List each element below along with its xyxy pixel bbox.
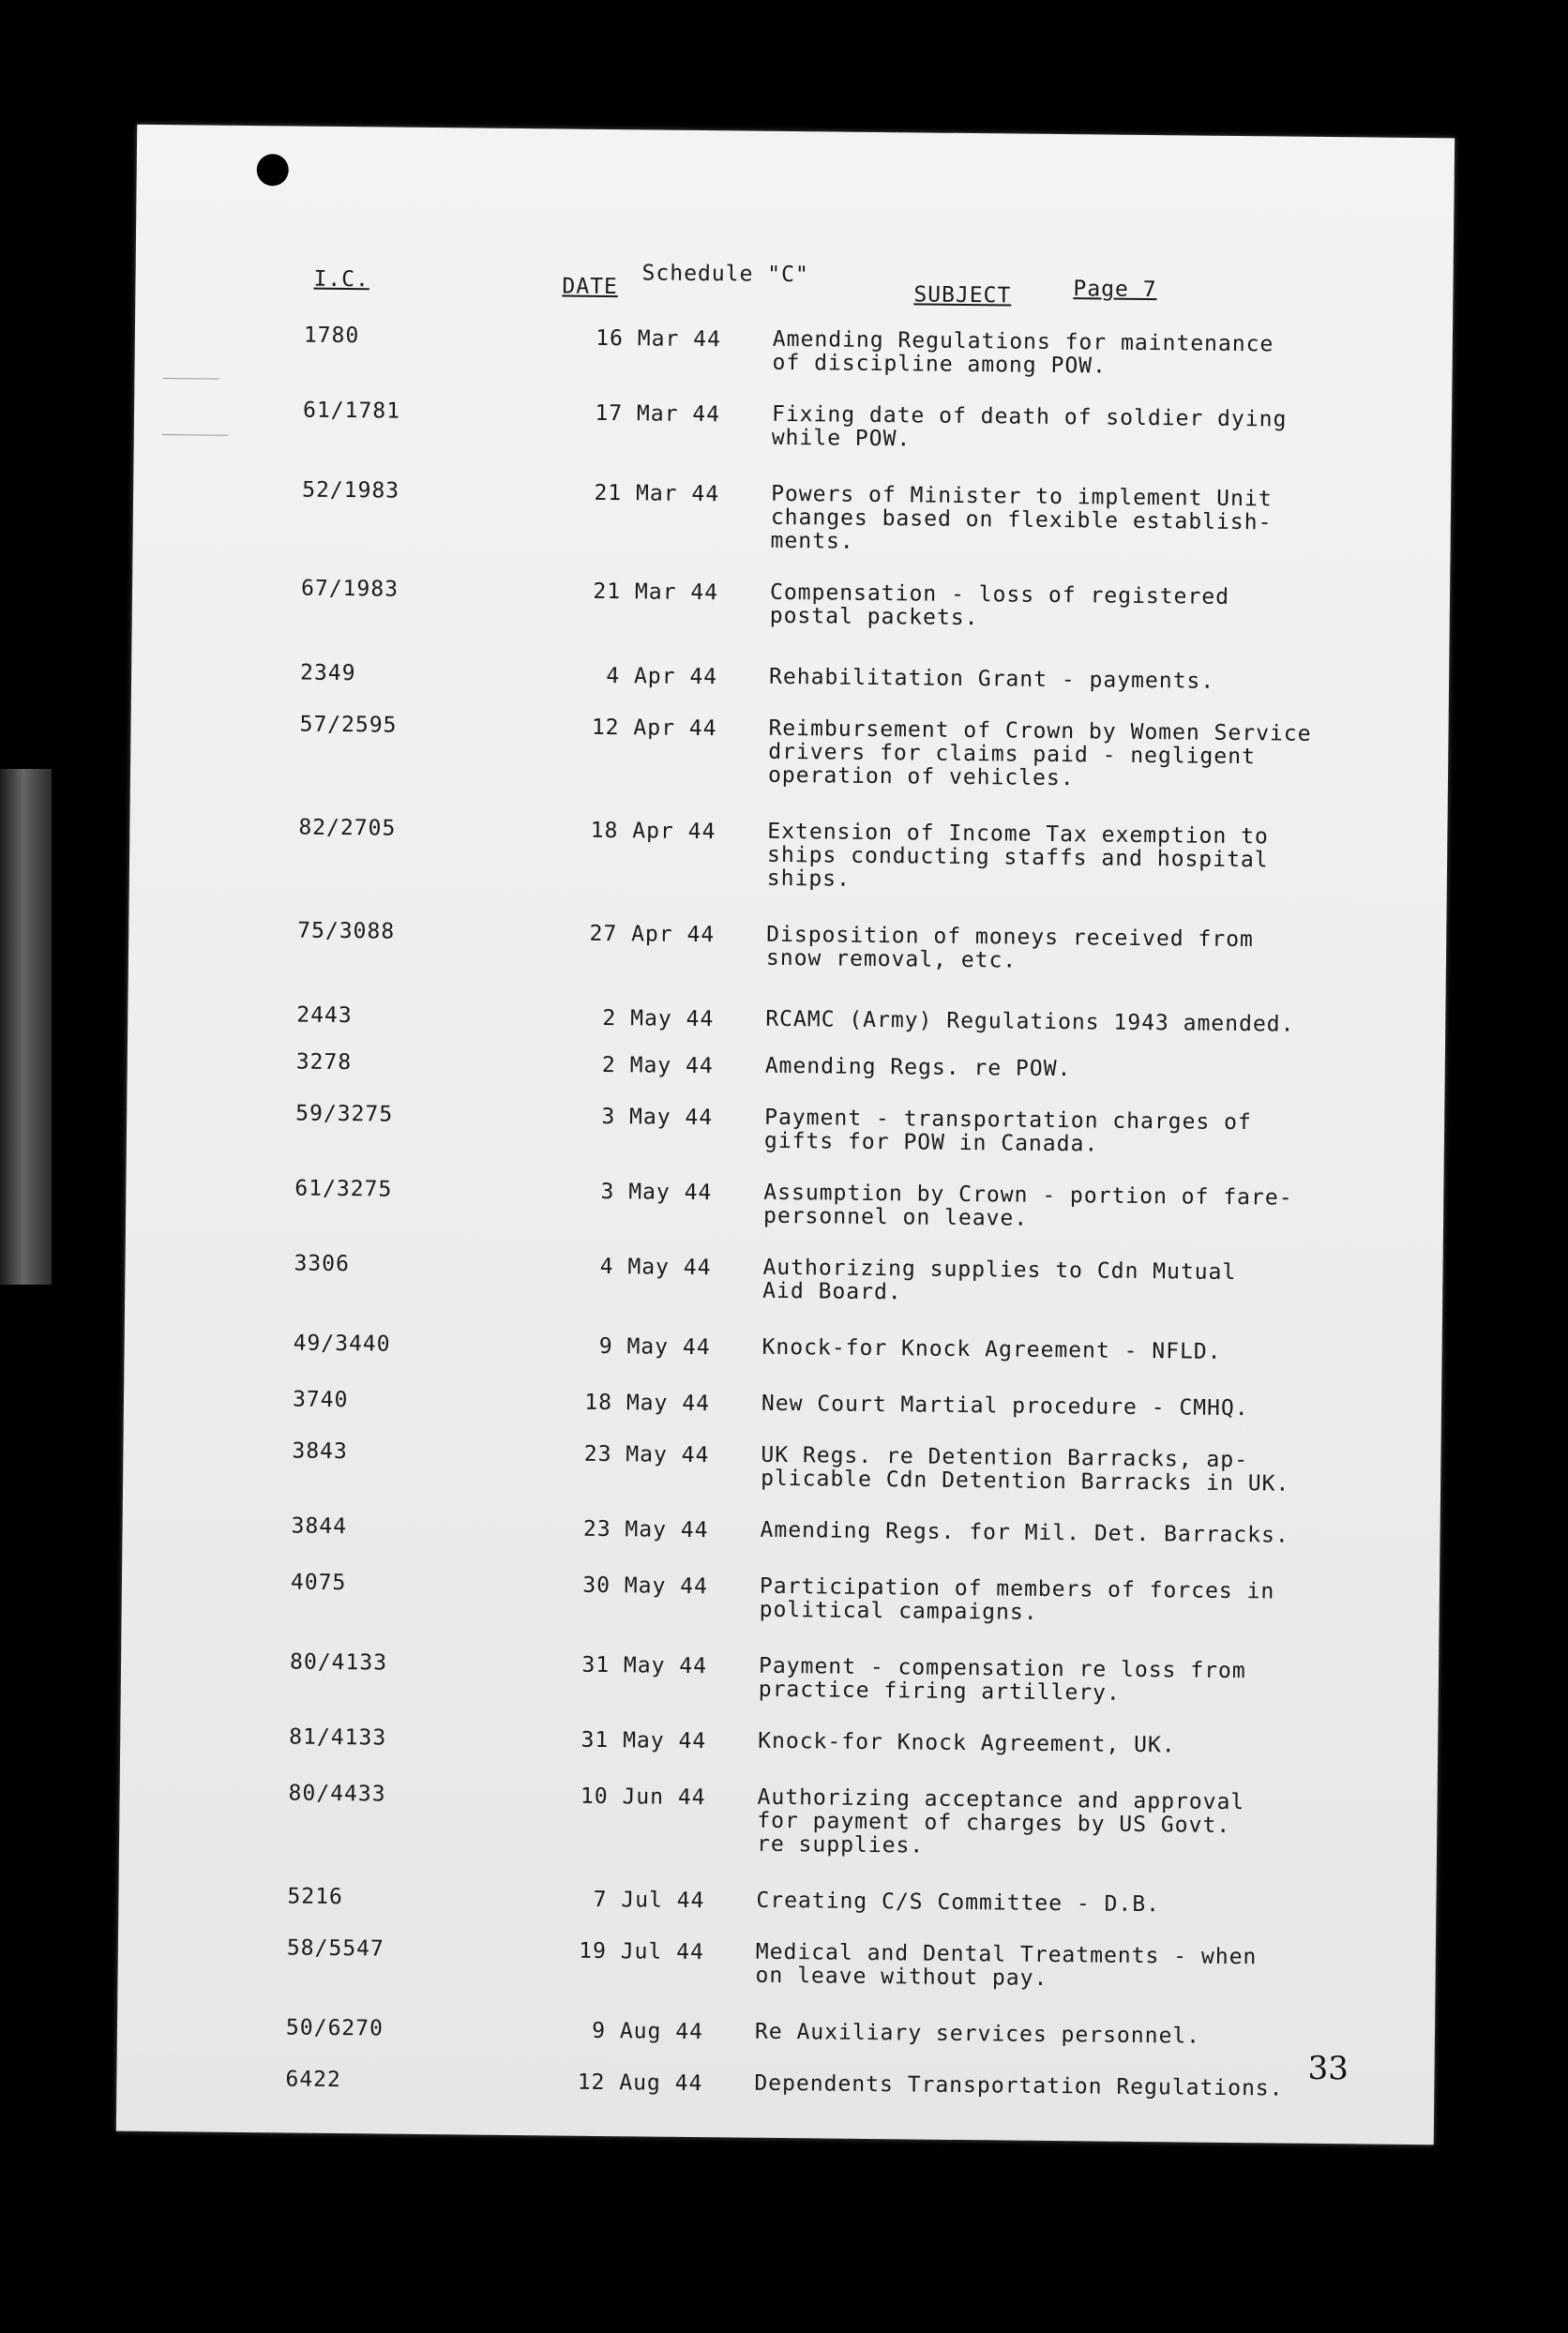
row-subject: Knock-for Knock Agreement - NFLD. xyxy=(761,1334,1222,1364)
row-date: 31 May 44 xyxy=(581,1652,708,1679)
table-row xyxy=(124,1386,1441,1422)
scan-edge-smear xyxy=(0,769,52,1285)
row-date: 3 May 44 xyxy=(601,1104,714,1131)
row-date: 30 May 44 xyxy=(582,1573,709,1600)
pc-number: 82/2705 xyxy=(298,815,397,841)
pc-number: 58/5547 xyxy=(286,1935,384,1962)
row-subject: Amending Regs. re POW. xyxy=(764,1053,1072,1082)
table-row xyxy=(128,1001,1445,1037)
row-date: 18 Apr 44 xyxy=(590,818,716,845)
row-subject: Payment - transportation charges of gifts for POW in Canada. xyxy=(763,1105,1252,1157)
table-row xyxy=(122,1569,1440,1625)
row-date: 9 Aug 44 xyxy=(592,2018,704,2045)
row-date: 16 Mar 44 xyxy=(596,325,722,353)
table-row xyxy=(125,1330,1442,1364)
row-date: 17 Mar 44 xyxy=(595,400,721,428)
row-date: 3 May 44 xyxy=(600,1179,713,1206)
row-date: 4 May 44 xyxy=(599,1254,712,1281)
table-row xyxy=(128,917,1446,973)
row-subject: Fixing date of death of soldier dying while POW. xyxy=(771,401,1288,452)
row-subject: Dependents Transportation Regulations. xyxy=(754,2070,1284,2101)
row-subject: Payment - compensation re loss from practice firing artillery. xyxy=(758,1653,1246,1706)
row-subject: Amending Regs. for Mil. Det. Barracks. xyxy=(760,1517,1289,1548)
row-subject: Assumption by Crown - portion of fare- personnel on leave. xyxy=(762,1180,1293,1231)
row-subject: Participation of members of forces in political campaigns. xyxy=(759,1573,1275,1625)
table-row xyxy=(133,476,1451,554)
header-subject: SUBJECT xyxy=(913,282,1012,309)
table-row xyxy=(119,1883,1437,1918)
table-row xyxy=(131,659,1449,694)
table-row xyxy=(117,2014,1435,2049)
table-row xyxy=(124,1437,1441,1497)
row-date: 23 May 44 xyxy=(582,1516,709,1543)
row-date: 18 May 44 xyxy=(584,1390,711,1417)
row-date: 31 May 44 xyxy=(580,1727,707,1754)
row-subject: UK Regs. re Detention Barracks, ap- plicable Cdn Detention Barracks in UK. xyxy=(761,1442,1290,1497)
row-date: 19 Jul 44 xyxy=(579,1938,704,1965)
pc-number: 75/3088 xyxy=(297,918,396,944)
pc-number: 52/1983 xyxy=(302,477,400,504)
table-row xyxy=(126,1250,1443,1305)
row-subject: Amending Regulations for maintenance of discipline among POW. xyxy=(772,326,1274,379)
row-subject: Knock-for Knock Agreement, UK. xyxy=(758,1728,1176,1758)
row-subject: Re Auxiliary services personnel. xyxy=(754,2019,1201,2049)
pc-number: 59/3275 xyxy=(295,1101,394,1127)
table-row xyxy=(118,1934,1436,1991)
pc-number: 3843 xyxy=(292,1438,348,1465)
pc-number: 2349 xyxy=(299,660,356,686)
table-row xyxy=(135,322,1453,379)
row-date: 23 May 44 xyxy=(583,1441,710,1468)
row-date: 9 May 44 xyxy=(598,1333,711,1361)
pc-number: 67/1983 xyxy=(300,576,400,602)
row-subject: Reimbursement of Crown by Women Service drivers for claims paid - negligent operation of vehicles. xyxy=(767,715,1312,791)
pc-number: 50/6270 xyxy=(285,2015,384,2041)
pc-number: 57/2595 xyxy=(299,712,398,738)
pc-number: 3278 xyxy=(295,1049,353,1076)
margin-handwritten-number: 33 xyxy=(1307,2049,1349,2088)
pc-number: 4075 xyxy=(290,1570,347,1596)
table-row xyxy=(123,1513,1440,1548)
table-row xyxy=(127,1175,1444,1231)
table-row xyxy=(121,1648,1439,1706)
pc-number: 3740 xyxy=(292,1387,349,1413)
row-subject: Compensation - loss of registered postal packets. xyxy=(769,579,1230,631)
table-row xyxy=(130,814,1448,892)
table-row xyxy=(128,1048,1445,1082)
margin-tick xyxy=(162,378,219,380)
header-pc: I.C. xyxy=(313,266,370,293)
pc-number: 61/3275 xyxy=(294,1176,393,1202)
pc-number: 80/4433 xyxy=(288,1781,386,1807)
pc-number: 49/3440 xyxy=(293,1331,391,1357)
row-date: 10 Jun 44 xyxy=(580,1784,706,1811)
pc-number: 81/4133 xyxy=(289,1724,387,1751)
pc-number: 6422 xyxy=(285,2067,341,2093)
row-subject: Medical and Dental Treatments - when on leave without pay. xyxy=(755,1939,1258,1991)
table-row xyxy=(127,1100,1444,1157)
punch-hole xyxy=(257,154,289,186)
row-date: 12 Apr 44 xyxy=(591,715,717,742)
pc-number: 3844 xyxy=(291,1513,348,1540)
pc-number: 1780 xyxy=(303,323,360,349)
row-date: 12 Aug 44 xyxy=(577,2070,703,2097)
row-date: 21 Mar 44 xyxy=(593,579,719,606)
table-row xyxy=(120,1780,1438,1859)
row-subject: New Court Martial procedure - CMHQ. xyxy=(761,1391,1249,1422)
row-subject: Powers of Minister to implement Unit changes based on flexible establish- ments. xyxy=(770,481,1273,554)
row-date: 7 Jul 44 xyxy=(593,1887,705,1914)
header-date: DATE xyxy=(562,274,618,300)
row-subject: RCAMC (Army) Regulations 1943 amended. xyxy=(765,1006,1295,1037)
document-page xyxy=(116,125,1455,2145)
row-date: 2 May 44 xyxy=(602,1005,715,1032)
pc-number: 80/4133 xyxy=(289,1649,388,1676)
table-row xyxy=(134,397,1452,452)
pc-number: 61/1781 xyxy=(302,398,401,424)
row-subject: Creating C/S Committee - D.B. xyxy=(756,1888,1161,1918)
row-subject: Authorizing acceptance and approval for payment of charges by US Govt. re supplies. xyxy=(756,1784,1245,1859)
pc-number: 2443 xyxy=(296,1002,353,1029)
margin-tick xyxy=(162,434,228,436)
row-date: 2 May 44 xyxy=(601,1052,714,1079)
table-row xyxy=(132,575,1450,631)
table-row xyxy=(120,1723,1438,1758)
row-subject: Rehabilitation Grant - payments. xyxy=(768,664,1215,694)
row-subject: Disposition of moneys received from snow removal, etc. xyxy=(765,922,1254,973)
pc-number: 5216 xyxy=(287,1884,343,1910)
row-subject: Authorizing supplies to Cdn Mutual Aid Board. xyxy=(762,1255,1237,1305)
pc-number: 3306 xyxy=(294,1251,351,1277)
header-schedule: Schedule "C" xyxy=(641,261,809,288)
row-date: 21 Mar 44 xyxy=(594,480,720,507)
row-date: 4 Apr 44 xyxy=(606,663,718,690)
row-subject: Extension of Income Tax exemption to ships conducting staffs and hospital ships. xyxy=(766,819,1269,892)
row-date: 27 Apr 44 xyxy=(589,921,716,948)
header-page: Page 7 xyxy=(1073,277,1157,303)
table-row xyxy=(131,711,1449,791)
